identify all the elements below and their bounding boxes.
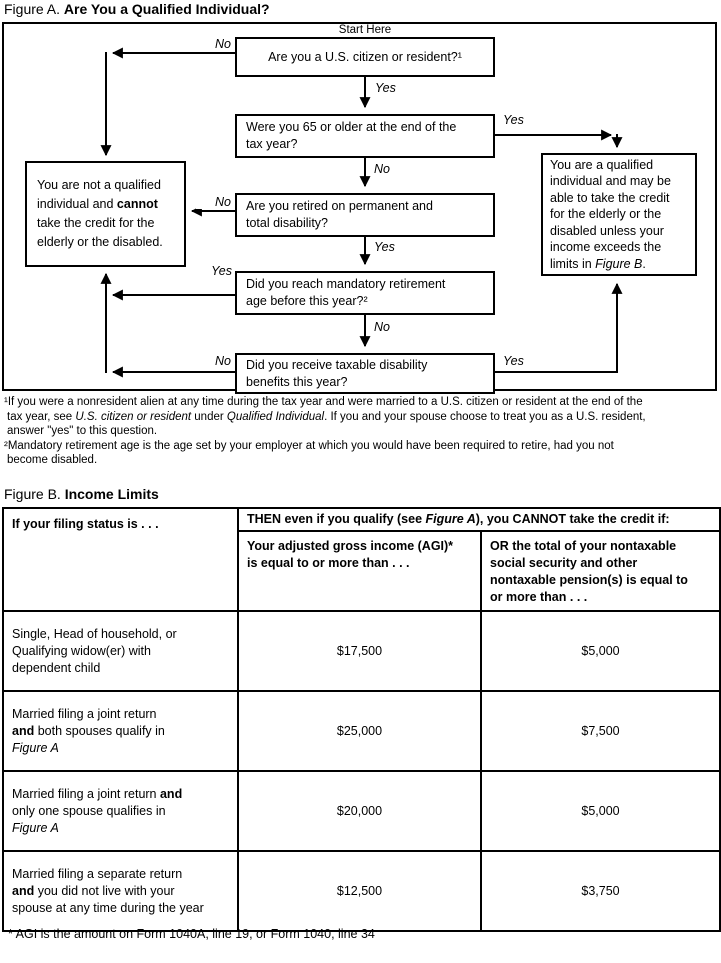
- question-box-retired-disability: [235, 193, 495, 237]
- flowchart-footnotes: [3, 395, 719, 468]
- question-text: Did you receive taxable disability benefits this year?: [246, 357, 428, 389]
- question-box-age-65: [235, 114, 495, 158]
- result-text: You are not a qualified individual and cannot take the credit for the elderly or the disabled.: [37, 178, 163, 249]
- agi-footnote: * AGI is the amount on Form 1040A, line 19, or Form 1040, line 34: [8, 927, 375, 941]
- footnote-1: ¹If you were a nonresident alien at any time during the tax year and were married to a U.S. citizen or resident at the end of the tax year, see U.S. citizen or resident under Qualified Individual. If you and your spouse choose to treat you as a U.S. resident, answer "yes" to this question.: [4, 396, 646, 437]
- result-box-qualified: [541, 153, 697, 276]
- agi-limit-cell: $20,000: [238, 771, 481, 851]
- nontaxable-limit-cell: $5,000: [481, 611, 720, 691]
- footnote-2: ²Mandatory retirement age is the age set by your employer at which you would have been required to retire, had you not become disabled.: [4, 439, 614, 466]
- table-row-separate: [3, 851, 720, 931]
- column-header-filing-status: If your filing status is . . .: [3, 508, 238, 611]
- figure-b-title-prefix: Figure B.: [4, 486, 61, 502]
- column-header-agi: Your adjusted gross income (AGI)* is equal to or more than . . .: [238, 531, 481, 611]
- agi-limit-cell: $17,500: [238, 611, 481, 691]
- table-row-single: [3, 611, 720, 691]
- nontaxable-limit-cell: $5,000: [481, 771, 720, 851]
- label-yes-q5: Yes: [503, 354, 524, 368]
- label-no-q2: No: [374, 162, 390, 176]
- result-text: You are a qualified individual and may be able to take the credit for the elderly or the disabled unless your income exceeds the limits in Figure B.: [550, 157, 671, 271]
- figure-a-title-prefix: Figure A.: [4, 1, 61, 17]
- question-text: Are you retired on permanent and total disability?: [246, 199, 433, 230]
- figure-a-title: [4, 1, 270, 17]
- filing-status-cell: Married filing a joint return and both spouses qualify in Figure A: [3, 691, 238, 771]
- start-here-label: Start Here: [235, 24, 495, 36]
- label-yes-q3: Yes: [374, 240, 395, 254]
- question-box-taxable-benefits: [235, 353, 495, 394]
- label-no-q4: No: [374, 320, 390, 334]
- income-limits-table: [2, 507, 721, 932]
- label-no-q1: No: [196, 37, 233, 51]
- figure-b-title-text: Income Limits: [64, 486, 159, 502]
- result-box-not-qualified: [25, 161, 186, 267]
- column-header-then-qualify: THEN even if you qualify (see Figure A), you CANNOT take the credit if:: [238, 508, 720, 531]
- filing-status-cell: Single, Head of household, or Qualifying widow(er) with dependent child: [3, 611, 238, 691]
- table-row-joint-one-qualifies: [3, 771, 720, 851]
- figure-a-title-text: Are You a Qualified Individual?: [63, 1, 270, 17]
- filing-status-cell: Married filing a separate return and you did not live with your spouse at any time during the year: [3, 851, 238, 931]
- question-box-citizen: [235, 37, 495, 77]
- question-text: Did you reach mandatory retirement age before this year?²: [246, 277, 446, 308]
- nontaxable-limit-cell: $3,750: [481, 851, 720, 931]
- nontaxable-limit-cell: $7,500: [481, 691, 720, 771]
- question-text: Are you a U.S. citizen or resident?¹: [268, 49, 462, 64]
- agi-limit-cell: $25,000: [238, 691, 481, 771]
- label-yes-q2: Yes: [503, 113, 524, 127]
- figure-b-title: [4, 486, 159, 502]
- column-header-nontaxable: OR the total of your nontaxable social security and other nontaxable pension(s) is equal to or more than . . .: [481, 531, 720, 611]
- question-text: Were you 65 or older at the end of the tax year?: [246, 120, 457, 151]
- table-row-joint-both-qualify: [3, 691, 720, 771]
- label-no-q5: No: [196, 354, 233, 368]
- question-box-mandatory-retirement: [235, 271, 495, 315]
- label-no-q3: No: [196, 195, 233, 209]
- filing-status-cell: Married filing a joint return and only one spouse qualifies in Figure A: [3, 771, 238, 851]
- label-yes-q1: Yes: [375, 81, 396, 95]
- agi-limit-cell: $12,500: [238, 851, 481, 931]
- label-yes-q4: Yes: [189, 264, 234, 278]
